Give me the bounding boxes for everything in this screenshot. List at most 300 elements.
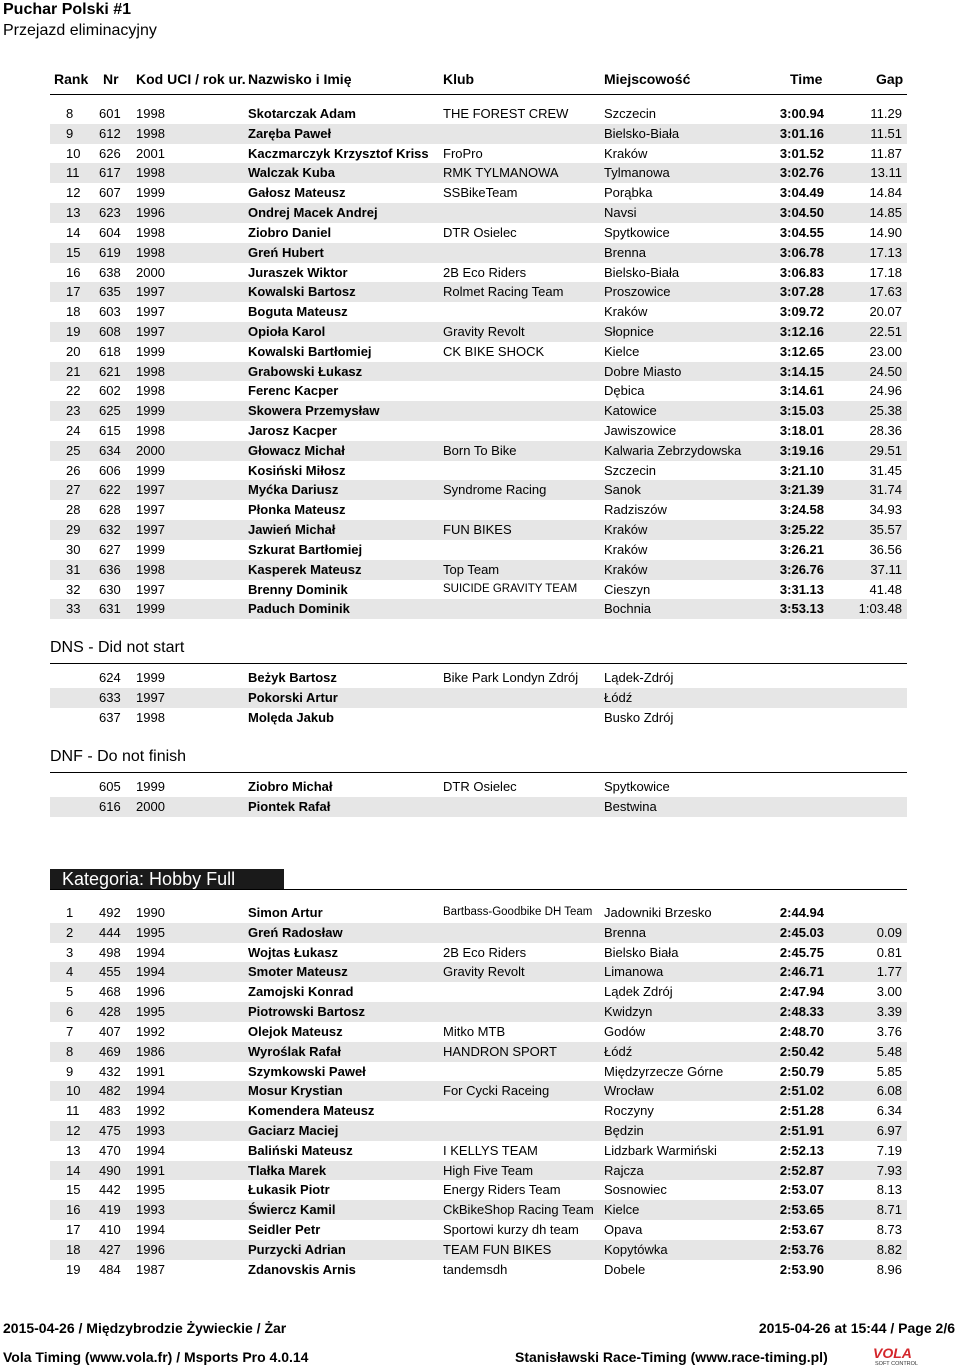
table-row (50, 1141, 907, 1161)
city-cell: Sanok (604, 482, 641, 498)
city-cell: Lądek Zdrój (604, 984, 673, 1000)
table-row (50, 1042, 907, 1062)
rank-cell: 27 (66, 482, 81, 498)
time-cell: 2:53.65 (779, 1202, 824, 1218)
gap-cell: 31.74 (869, 482, 902, 498)
year-cell: 1998 (136, 106, 165, 121)
name-cell: Zdanovskis Arnis (248, 1261, 356, 1277)
table-row (50, 903, 907, 923)
club-cell: FroPro (443, 145, 483, 161)
name-cell: Myćka Dariusz (248, 482, 339, 498)
rank-cell: 19 (66, 323, 81, 339)
gap-cell: 7.93 (876, 1162, 902, 1178)
year-cell: 1997 (136, 502, 165, 518)
bib-cell: 602 (99, 383, 121, 399)
table-row (50, 520, 907, 540)
gap-cell: 0.81 (876, 944, 902, 960)
dns-table (50, 668, 907, 727)
club-cell: I KELLYS TEAM (443, 1142, 538, 1158)
bib-cell: 628 (99, 502, 121, 518)
rank-cell: 8 (66, 106, 74, 121)
name-cell: Skowera Przemysław (248, 403, 380, 419)
time-cell: 2:51.02 (779, 1083, 824, 1099)
rank-cell: 15 (66, 244, 81, 260)
year-cell: 1998 (136, 709, 165, 725)
time-cell: 3:53.13 (779, 601, 824, 617)
bib-cell: 616 (99, 798, 121, 814)
time-cell: 3:07.28 (779, 284, 824, 300)
gap-cell: 41.48 (869, 581, 902, 597)
rank-cell: 11 (66, 165, 80, 181)
name-cell: Seidler Petr (248, 1222, 321, 1237)
city-cell: Będzin (604, 1122, 644, 1138)
club-cell: For Cycki Raceing (443, 1083, 550, 1099)
bib-cell: 619 (99, 244, 121, 260)
year-cell: 1999 (136, 541, 165, 557)
time-cell: 3:15.03 (779, 403, 824, 419)
club-cell: Gravity Revolt (443, 964, 525, 980)
name-cell: Łukasik Piotr (248, 1182, 330, 1198)
category-divider (50, 889, 907, 890)
time-cell: 2:53.07 (779, 1182, 824, 1198)
footer-software: Vola Timing (www.vola.fr) / Msports Pro 4.0.14 (3, 1349, 309, 1365)
gap-cell: 37.11 (870, 561, 902, 577)
year-cell: 1998 (136, 423, 165, 438)
city-cell: Kwidzyn (604, 1004, 653, 1020)
gap-cell: 24.50 (869, 363, 902, 379)
name-cell: Płonka Mateusz (248, 502, 346, 518)
table-row (50, 322, 907, 342)
year-cell: 1999 (136, 601, 165, 617)
year-cell: 1997 (136, 522, 165, 538)
gap-cell: 13.11 (870, 165, 902, 181)
year-cell: 1999 (136, 403, 165, 419)
club-cell: DTR Osielec (443, 224, 517, 240)
year-cell: 1992 (136, 1103, 165, 1119)
table-row (50, 302, 907, 322)
rank-cell: 12 (66, 1122, 81, 1138)
rank-cell: 6 (66, 1004, 74, 1020)
name-cell: Kosiński Miłosz (248, 462, 346, 478)
club-cell: DTR Osielec (443, 779, 517, 794)
city-cell: Proszowice (604, 284, 671, 300)
gap-cell: 17.13 (869, 244, 902, 260)
table-row (50, 540, 907, 560)
table-row (50, 401, 907, 421)
city-cell: Rajcza (604, 1162, 644, 1178)
rank-cell: 20 (66, 343, 81, 359)
col-gap-header: Gap (876, 71, 904, 87)
year-cell: 1998 (136, 224, 165, 240)
name-cell: Jawień Michał (248, 522, 336, 538)
bib-cell: 432 (99, 1063, 121, 1079)
rank-cell: 9 (66, 1063, 74, 1079)
rank-cell: 15 (66, 1182, 81, 1198)
rank-cell: 2 (66, 924, 74, 940)
city-cell: Bielsko-Biała (604, 125, 680, 141)
club-cell: Rolmet Racing Team (443, 284, 564, 300)
city-cell: Kielce (604, 343, 640, 359)
time-cell: 3:06.78 (779, 244, 824, 260)
club-cell: Energy Riders Team (443, 1182, 561, 1198)
name-cell: Ferenc Kacper (248, 383, 339, 399)
page-title: Puchar Polski #1 (3, 1, 132, 18)
club-cell: Sportowi kurzy dh team (443, 1222, 579, 1237)
year-cell: 1993 (136, 1202, 165, 1218)
name-cell: Beżyk Bartosz (248, 670, 337, 685)
gap-cell: 8.82 (876, 1241, 902, 1257)
dns-title: DNS - Did not start (50, 639, 185, 656)
gap-cell: 8.71 (876, 1202, 902, 1218)
club-cell: SSBikeTeam (443, 185, 518, 201)
rank-cell: 16 (66, 264, 81, 280)
city-cell: Spytkowice (604, 779, 670, 794)
time-cell: 3:26.21 (779, 541, 824, 557)
bib-cell: 608 (99, 323, 121, 339)
city-cell: Lidzbark Warmiński (604, 1142, 717, 1158)
name-cell: Piotrowski Bartosz (248, 1004, 366, 1020)
time-cell: 3:04.55 (779, 224, 824, 240)
city-cell: Godów (604, 1023, 646, 1039)
city-cell: Kopytówka (604, 1241, 668, 1257)
gap-cell: 14.85 (869, 205, 902, 221)
club-cell: RMK TYLMANOWA (443, 165, 559, 181)
name-cell: Walczak Kuba (248, 165, 335, 181)
year-cell: 1994 (136, 1222, 165, 1237)
rank-cell: 9 (66, 125, 74, 141)
rank-cell: 22 (66, 383, 81, 399)
table-row (50, 1180, 907, 1200)
year-cell: 1994 (136, 944, 165, 960)
year-cell: 1998 (136, 125, 165, 141)
name-cell: Baliński Mateusz (248, 1142, 353, 1158)
city-cell: Dobele (604, 1261, 646, 1277)
rank-cell: 24 (66, 423, 81, 438)
rank-cell: 31 (66, 561, 81, 577)
bib-cell: 626 (99, 145, 121, 161)
time-cell: 3:12.65 (779, 343, 824, 359)
bib-cell: 428 (99, 1004, 121, 1020)
table-row (50, 1081, 907, 1101)
name-cell: Szkurat Bartłomiej (248, 541, 363, 557)
table-row (50, 708, 907, 728)
table-row (50, 144, 907, 164)
dnf-title: DNF - Do not finish (50, 748, 187, 765)
table-row (50, 777, 907, 797)
bib-cell: 631 (99, 601, 121, 617)
rank-cell: 23 (66, 403, 81, 419)
bib-cell: 638 (99, 264, 121, 280)
bib-cell: 498 (99, 944, 121, 960)
bib-cell: 615 (99, 423, 121, 438)
dnf-table (50, 777, 907, 817)
year-cell: 1987 (136, 1261, 165, 1277)
year-cell: 1997 (136, 482, 165, 498)
rank-cell: 18 (66, 304, 81, 320)
city-cell: Szczecin (604, 462, 657, 478)
name-cell: Ondrej Macek Andrej (248, 205, 378, 221)
city-cell: Kraków (604, 561, 648, 577)
club-cell: CK BIKE SHOCK (443, 343, 545, 359)
time-cell: 2:51.28 (779, 1103, 824, 1119)
time-cell: 2:48.33 (779, 1004, 824, 1020)
city-cell: Szczecin (604, 106, 657, 121)
gap-cell: 14.90 (869, 224, 902, 240)
table-row (50, 104, 907, 124)
rank-cell: 28 (66, 502, 81, 518)
time-cell: 2:51.91 (779, 1122, 824, 1138)
bib-cell: 636 (99, 561, 121, 577)
name-cell: Kowalski Bartłomiej (248, 343, 372, 359)
time-cell: 3:12.16 (779, 323, 824, 339)
gap-cell: 3.39 (876, 1004, 902, 1020)
time-cell: 3:25.22 (779, 522, 824, 538)
year-cell: 1999 (136, 343, 165, 359)
name-cell: Szymkowski Paweł (248, 1063, 366, 1079)
year-cell: 1992 (136, 1023, 165, 1039)
time-cell: 3:31.13 (779, 581, 824, 597)
name-cell: Olejok Mateusz (248, 1023, 343, 1039)
name-cell: Simon Artur (248, 905, 323, 920)
time-cell: 2:50.42 (779, 1043, 824, 1059)
rank-cell: 13 (66, 1142, 81, 1158)
year-cell: 1997 (136, 689, 165, 705)
gap-cell: 35.57 (869, 522, 902, 538)
table-row (50, 342, 907, 362)
rank-cell: 5 (66, 984, 74, 1000)
name-cell: Skotarczak Adam (248, 106, 356, 121)
time-cell: 3:19.16 (779, 442, 824, 458)
city-cell: Łódź (604, 1043, 633, 1059)
table-row (50, 1121, 907, 1141)
col-time-header: Time (790, 71, 823, 87)
time-cell: 2:45.03 (779, 924, 824, 940)
year-cell: 1990 (136, 905, 165, 920)
year-cell: 2000 (136, 264, 165, 280)
table-row (50, 982, 907, 1002)
city-cell: Navsi (604, 205, 637, 221)
city-cell: Jawiszowice (604, 423, 677, 438)
time-cell: 3:00.94 (779, 106, 824, 121)
time-cell: 3:04.49 (779, 185, 824, 201)
time-cell: 2:53.76 (779, 1241, 824, 1257)
gap-cell: 23.00 (869, 343, 902, 359)
rank-cell: 26 (66, 462, 81, 478)
bib-cell: 637 (99, 709, 121, 725)
table-row (50, 1022, 907, 1042)
year-cell: 1991 (136, 1063, 165, 1079)
club-cell: CkBikeShop Racing Team (443, 1202, 594, 1218)
rank-cell: 18 (66, 1241, 81, 1257)
name-cell: Boguta Mateusz (248, 304, 348, 320)
dnf-divider (50, 772, 907, 773)
time-cell: 3:21.10 (779, 462, 824, 478)
vola-logo (871, 1345, 957, 1367)
table-row (50, 560, 907, 580)
rank-cell: 8 (66, 1043, 74, 1059)
city-cell: Jadowniki Brzesko (604, 905, 712, 920)
city-cell: Opava (604, 1222, 643, 1237)
time-cell: 2:47.94 (779, 984, 824, 1000)
time-cell: 2:44.94 (779, 905, 824, 920)
gap-cell: 5.85 (876, 1063, 902, 1079)
club-cell: Syndrome Racing (443, 482, 547, 498)
rank-cell: 10 (66, 145, 81, 161)
city-cell: Spytkowice (604, 224, 670, 240)
table-row (50, 1260, 907, 1280)
bib-cell: 612 (99, 125, 121, 141)
table-row (50, 282, 907, 302)
club-cell: Bike Park Londyn Zdrój (443, 670, 579, 685)
gap-cell: 22.51 (869, 323, 902, 339)
col-uci-header: Kod UCI / rok ur. (136, 71, 246, 87)
city-cell: Limanowa (604, 964, 664, 980)
gap-cell: 6.97 (876, 1122, 902, 1138)
name-cell: Zamojski Konrad (248, 984, 354, 1000)
table-row (50, 381, 907, 401)
name-cell: Głowacz Michał (248, 442, 345, 458)
bib-cell: 630 (99, 581, 121, 597)
rank-cell: 17 (66, 1222, 81, 1237)
table-row (50, 1220, 907, 1240)
table-row (50, 362, 907, 382)
table-row (50, 797, 907, 817)
name-cell: Kowalski Bartosz (248, 284, 356, 300)
club-cell: Top Team (443, 561, 500, 577)
bib-cell: 603 (99, 304, 121, 320)
bib-cell: 419 (99, 1202, 121, 1218)
table-row (50, 223, 907, 243)
gap-cell: 31.45 (869, 462, 902, 478)
gap-cell: 3.00 (876, 984, 902, 1000)
year-cell: 1997 (136, 304, 165, 320)
name-cell: Paduch Dominik (248, 601, 350, 617)
table-row (50, 1002, 907, 1022)
bib-cell: 470 (99, 1142, 121, 1158)
city-cell: Wrocław (604, 1083, 654, 1099)
gap-cell: 28.36 (869, 423, 902, 438)
logo-subtext: SOFT CONTROL (875, 1361, 918, 1367)
club-cell: 2B Eco Riders (443, 264, 527, 280)
rank-cell: 17 (66, 284, 81, 300)
city-cell: Międzyrzecze Górne (604, 1063, 724, 1079)
gap-cell: 34.93 (869, 502, 902, 518)
bib-cell: 605 (99, 779, 121, 794)
bib-cell: 632 (99, 522, 121, 538)
city-cell: Brenna (604, 244, 646, 260)
name-cell: Greń Hubert (248, 244, 324, 260)
name-cell: Komendera Mateusz (248, 1103, 375, 1119)
bib-cell: 482 (99, 1083, 121, 1099)
gap-cell: 6.34 (876, 1103, 902, 1119)
club-cell: tandemsdh (443, 1261, 508, 1277)
year-cell: 1999 (136, 779, 165, 794)
time-cell: 3:18.01 (779, 423, 824, 438)
time-cell: 3:24.58 (779, 502, 824, 518)
bib-cell: 622 (99, 482, 121, 498)
club-cell: SUICIDE GRAVITY TEAM (443, 582, 578, 595)
footer-event: 2015-04-26 / Międzybrodzie Żywieckie / Żar (3, 1320, 287, 1336)
table-row (50, 688, 907, 708)
rank-cell: 33 (66, 601, 81, 617)
table-row (50, 243, 907, 263)
time-cell: 3:06.83 (779, 264, 824, 280)
club-cell: High Five Team (443, 1162, 534, 1178)
bib-cell: 601 (99, 106, 121, 121)
bib-cell: 484 (99, 1261, 121, 1277)
bib-cell: 442 (99, 1182, 121, 1198)
time-cell: 2:53.67 (779, 1222, 824, 1237)
name-cell: Greń Radosław (248, 924, 343, 940)
table-row (50, 1200, 907, 1220)
year-cell: 1995 (136, 1182, 165, 1198)
table-row (50, 500, 907, 520)
table-row (50, 599, 907, 619)
table-row (50, 923, 907, 943)
bib-cell: 444 (99, 924, 121, 940)
name-cell: Piontek Rafał (248, 798, 331, 814)
year-cell: 1998 (136, 383, 165, 399)
col-city-header: Miejscowość (604, 71, 691, 87)
club-cell: FUN BIKES (443, 522, 512, 538)
city-cell: Lądek-Zdrój (604, 670, 674, 685)
name-cell: Ziobro Michał (248, 779, 333, 794)
col-name-header: Nazwisko i Imię (248, 71, 352, 87)
city-cell: Katowice (604, 403, 657, 419)
bib-cell: 621 (99, 363, 121, 379)
time-cell: 3:14.15 (779, 363, 824, 379)
year-cell: 2000 (136, 442, 165, 458)
footer-company: Stanisławski Race-Timing (www.race-timing.pl) (515, 1349, 828, 1365)
gap-cell: 29.51 (869, 442, 902, 458)
time-cell: 2:50.79 (779, 1063, 824, 1079)
city-cell: Roczyny (604, 1103, 654, 1119)
name-cell: Mosur Krystian (248, 1083, 343, 1099)
table-row (50, 962, 907, 982)
gap-cell: 36.56 (869, 541, 902, 557)
table-row (50, 461, 907, 481)
year-cell: 1998 (136, 165, 165, 181)
year-cell: 1999 (136, 462, 165, 478)
bib-cell: 617 (99, 165, 121, 181)
time-cell: 2:52.13 (779, 1142, 824, 1158)
time-cell: 3:01.52 (779, 145, 824, 161)
time-cell: 3:01.16 (779, 125, 824, 141)
bib-cell: 455 (99, 964, 121, 980)
gap-cell: 25.38 (869, 403, 902, 419)
gap-cell: 11.51 (870, 125, 902, 141)
time-cell: 3:02.76 (779, 165, 824, 181)
bib-cell: 624 (99, 670, 121, 685)
name-cell: Wyroślak Rafał (248, 1043, 341, 1059)
gap-cell: 5.48 (876, 1043, 902, 1059)
rank-cell: 3 (66, 944, 74, 960)
rank-cell: 13 (66, 205, 81, 221)
gap-cell: 14.84 (869, 185, 902, 201)
page-subtitle: Przejazd eliminacyjny (3, 22, 157, 39)
gap-cell: 24.96 (869, 383, 902, 399)
year-cell: 1994 (136, 1083, 165, 1099)
table-row (50, 943, 907, 963)
year-cell: 1998 (136, 561, 165, 577)
city-cell: Brenna (604, 924, 646, 940)
rank-cell: 10 (66, 1083, 81, 1099)
city-cell: Bielsko-Biała (604, 264, 680, 280)
year-cell: 1997 (136, 284, 165, 300)
city-cell: Bochnia (604, 601, 651, 617)
table-row (50, 580, 907, 600)
results-table (50, 104, 907, 619)
